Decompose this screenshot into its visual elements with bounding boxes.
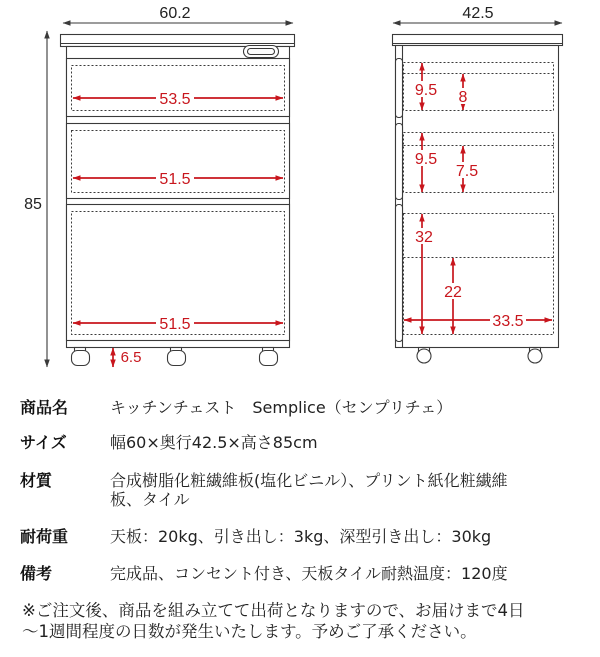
spec-value-size: 幅60×奥行42.5×高さ85cm [110, 433, 318, 452]
spec-label-material: 材質 [20, 471, 53, 490]
caster-side-back [528, 348, 542, 364]
caster-front-middle [168, 348, 186, 366]
overall-height-label: 85 [24, 196, 42, 213]
spec-label-size: サイズ [20, 433, 67, 452]
drawer-1-inner-height-label: 8 [458, 89, 468, 106]
caster-side-front [417, 348, 431, 364]
spec-value-material-line-1: 合成樹脂化粧繊維板(塩化ビニル）、プリント紙化粧繊維 [110, 471, 508, 490]
drawer-2-inner-height-label: 7.5 [455, 163, 479, 180]
spec-label-product-name: 商品名 [20, 398, 69, 417]
spec-value-product-name: キッチンチェスト Semplice（センプリチェ） [110, 398, 453, 417]
caster-clearance-label: 6.5 [120, 349, 142, 366]
caster-wheel [72, 351, 90, 366]
drawer-3-outer-height-label: 32 [415, 229, 433, 246]
caster-front-right [260, 348, 278, 366]
drawer-1-side-front [396, 59, 403, 118]
spec-label-remarks: 備考 [20, 564, 53, 583]
caster-wheel [528, 349, 542, 363]
drawer-3-width-label: 51.5 [159, 316, 191, 333]
order-note-line-2: ～1週間程度の日数が発生いたします。予めご了承ください。 [22, 622, 477, 641]
caster-wheel [260, 351, 278, 366]
front-top-board [61, 35, 295, 47]
spec-row-product-name [0, 398, 600, 418]
side-view [393, 5, 563, 363]
drawer-3-side-front [396, 205, 403, 342]
spec-row-remarks [0, 564, 600, 584]
drawer-3-inner-height-label: 22 [444, 284, 462, 301]
spec-label-load-capacity: 耐荷重 [20, 527, 69, 546]
spec-row-load-capacity [0, 527, 600, 547]
drawer-2-side-front [396, 124, 403, 200]
spec-value-material-line-2: 板、タイル [110, 490, 190, 509]
spec-value-remarks: 完成品、コンセント付き、天板タイル耐熱温度：120度 [110, 564, 508, 583]
caster-front-left [72, 348, 90, 366]
drawer-2-width-label: 51.5 [159, 171, 191, 188]
caster-wheel [417, 349, 431, 363]
front-view [24, 5, 294, 367]
spec-value-load-capacity: 天板：20kg、引き出し：3kg、深型引き出し：30kg [110, 527, 492, 546]
outlet-socket [248, 49, 275, 55]
overall-width-label: 60.2 [159, 5, 191, 22]
order-note-line-1: ※ご注文後、商品を組み立てて出荷となりますので、お届けまで4日 [22, 601, 525, 620]
spec-row-size [0, 433, 600, 453]
drawer-3-depth-label: 33.5 [492, 313, 524, 330]
drawer-1-width-label: 53.5 [159, 91, 191, 108]
overall-depth-label: 42.5 [462, 5, 494, 22]
power-outlet [244, 46, 279, 58]
caster-wheel [168, 351, 186, 366]
spec-row-material [0, 471, 600, 509]
drawer-1-outer-height-label: 9.5 [414, 82, 438, 99]
drawer-2-outer-height-label: 9.5 [414, 151, 438, 168]
